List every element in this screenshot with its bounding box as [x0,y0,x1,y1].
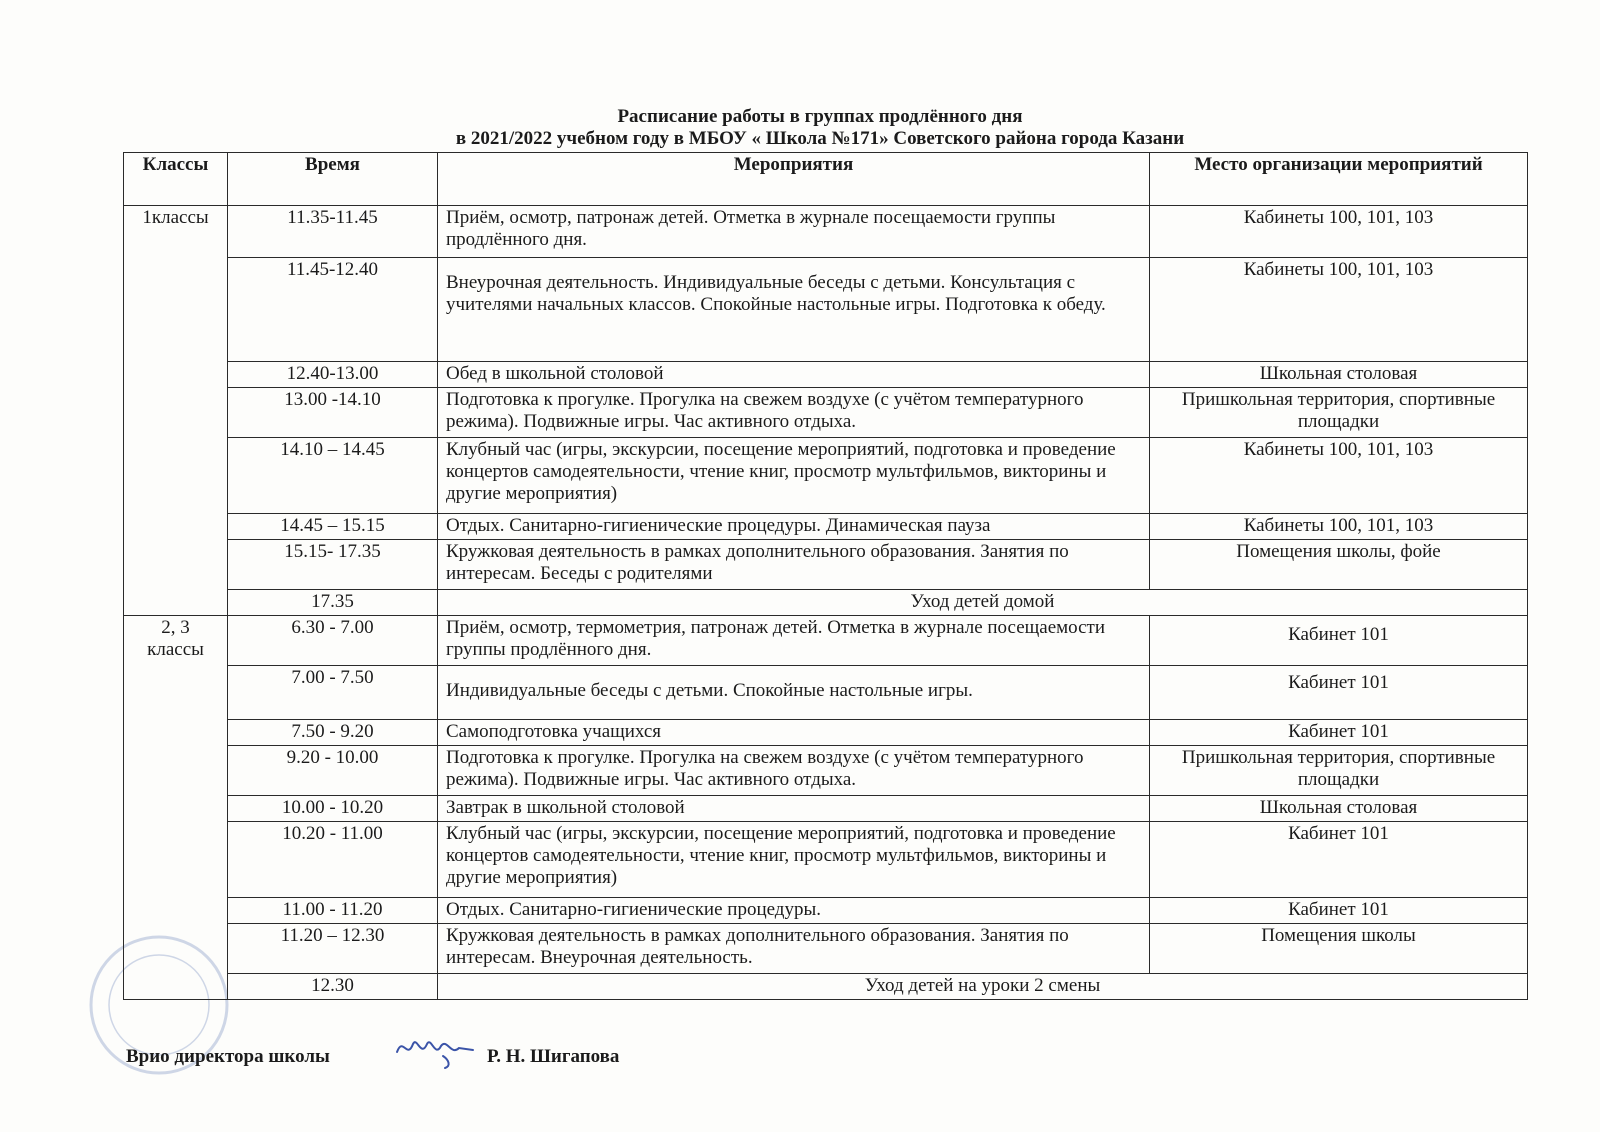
activity-cell: Обед в школьной столовой [438,362,1150,388]
time-cell: 15.15- 17.35 [228,540,438,590]
end-text-cell: Уход детей домой [438,590,1528,616]
activity-cell: Приём, осмотр, патронаж детей. Отметка в журнале посещаемости группы продлённого дня. [438,206,1150,258]
time-cell: 12.40-13.00 [228,362,438,388]
table-row [124,746,1528,796]
activity-cell: Отдых. Санитарно-гигиенические процедуры. Динамическая пауза [438,514,1150,540]
handwritten-signature [393,1030,483,1070]
time-cell: 11.00 - 11.20 [228,898,438,924]
activity-cell: Кружковая деятельность в рамках дополнительного образования. Занятия по интересам. Внеурочная деятельность. [438,924,1150,974]
table-row [124,590,1528,616]
time-cell: 13.00 -14.10 [228,388,438,438]
place-cell: Школьная столовая [1150,362,1528,388]
place-cell: Кабинет 101 [1150,898,1528,924]
place-cell: Кабинеты 100, 101, 103 [1150,258,1528,362]
table-row [124,822,1528,898]
place-cell: Помещения школы [1150,924,1528,974]
place-cell: Пришкольная территория, спортивные площадки [1150,388,1528,438]
header-activities: Мероприятия [438,153,1150,206]
title-line-2: в 2021/2022 учебном году в МБОУ « Школа №171» Советского района города Казани [455,128,1185,149]
time-cell: 11.45-12.40 [228,258,438,362]
place-cell: Кабинет 101 [1150,616,1528,666]
time-cell: 14.45 – 15.15 [228,514,438,540]
header-place: Место организации мероприятий [1150,153,1528,206]
activity-cell: Самоподготовка учащихся [438,720,1150,746]
table-row [124,514,1528,540]
table-row [124,616,1528,666]
table-row [124,258,1528,362]
place-cell: Кабинеты 100, 101, 103 [1150,514,1528,540]
place-cell: Кабинет 101 [1150,720,1528,746]
table-row [124,362,1528,388]
place-cell: Кабинеты 100, 101, 103 [1150,438,1528,514]
end-time-cell: 12.30 [228,974,438,1000]
activity-cell: Отдых. Санитарно-гигиенические процедуры. [438,898,1150,924]
activity-cell: Клубный час (игры, экскурсии, посещение мероприятий, подготовка и проведение концертов самодеятельности, чтение книг, просмотр мультфильмов, викторины и другие мероприятия) [438,438,1150,514]
schedule-table [123,152,1528,1000]
time-cell: 7.00 - 7.50 [228,666,438,720]
table-row [124,540,1528,590]
table-row [124,720,1528,746]
place-cell: Кабинет 101 [1150,822,1528,898]
header-classes: Классы [124,153,228,206]
end-text-cell: Уход детей на уроки 2 смены [438,974,1528,1000]
header-time: Время [228,153,438,206]
end-time-cell: 17.35 [228,590,438,616]
time-cell: 7.50 - 9.20 [228,720,438,746]
activity-cell: Индивидуальные беседы с детьми. Спокойные настольные игры. [438,666,1150,720]
activity-cell: Кружковая деятельность в рамках дополнительного образования. Занятия по интересам. Беседы с родителями [438,540,1150,590]
table-row [124,206,1528,258]
place-cell: Кабинет 101 [1150,666,1528,720]
signature-position: Врио директора школы [126,1046,330,1067]
time-cell: 14.10 – 14.45 [228,438,438,514]
time-cell: 6.30 - 7.00 [228,616,438,666]
activity-cell: Подготовка к прогулке. Прогулка на свежем воздухе (с учётом температурного режима). Подвижные игры. Час активного отдыха. [438,746,1150,796]
activity-cell: Внеурочная деятельность. Индивидуальные беседы с детьми. Консультация с учителями начальных классов. Спокойные настольные игры. Подготовка к обеду. [438,258,1150,362]
title-line-1: Расписание работы в группах продлённого дня [617,106,1023,127]
table-row [124,974,1528,1000]
activity-cell: Подготовка к прогулке. Прогулка на свежем воздухе (с учётом температурного режима). Подвижные игры. Час активного отдыха. [438,388,1150,438]
place-cell: Школьная столовая [1150,796,1528,822]
place-cell: Помещения школы, фойе [1150,540,1528,590]
table-row [124,924,1528,974]
time-cell: 10.00 - 10.20 [228,796,438,822]
table-row [124,898,1528,924]
activity-cell: Приём, осмотр, термометрия, патронаж детей. Отметка в журнале посещаемости группы продлённого дня. [438,616,1150,666]
table-row [124,438,1528,514]
place-cell: Кабинеты 100, 101, 103 [1150,206,1528,258]
table-row [124,666,1528,720]
table-header-row [124,153,1528,206]
classes-cell: 1классы [124,206,228,616]
table-row [124,796,1528,822]
place-cell: Пришкольная территория, спортивные площадки [1150,746,1528,796]
signer-name: Р. Н. Шигапова [487,1046,620,1067]
time-cell: 9.20 - 10.00 [228,746,438,796]
activity-cell: Клубный час (игры, экскурсии, посещение мероприятий, подготовка и проведение концертов самодеятельности, чтение книг, просмотр мультфильмов, викторины и другие мероприятия) [438,822,1150,898]
time-cell: 10.20 - 11.00 [228,822,438,898]
time-cell: 11.20 – 12.30 [228,924,438,974]
activity-cell: Завтрак в школьной столовой [438,796,1150,822]
document-title [340,106,1300,150]
classes-cell: 2, 3 классы [124,616,228,1000]
table-row [124,388,1528,438]
time-cell: 11.35-11.45 [228,206,438,258]
